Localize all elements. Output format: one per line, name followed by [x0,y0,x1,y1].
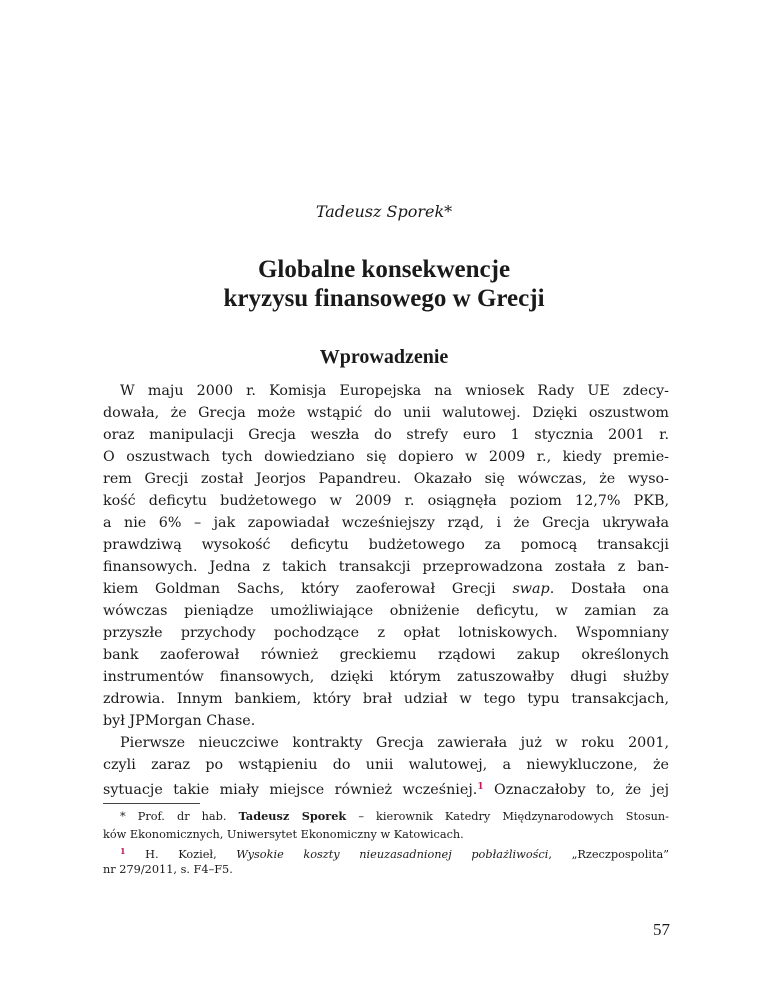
section-heading: Wprowadzenie [319,346,449,368]
footnote-ref-1[interactable]: 1 [477,782,484,792]
footnote-text: – kierownik Katedry Międzynarodowych Stosun- [346,810,669,823]
body-line-segment: sytuacje takie miały miejsce również wcześniej. [103,782,478,798]
swap-term: swap [512,581,550,597]
footnote-source-title: Wysokie koszty nieuzasadnionej pobłażliwości [236,848,549,861]
body-line-segment: Oznaczałoby to, że jej [483,782,670,798]
body-line: czyli zaraz po wstąpieniu do unii walutowej, a niewykluczone, że [103,757,669,773]
body-line: Pierwsze nieuczciwe kontrakty Grecja zawierała już w roku 2001, [120,735,669,751]
footnote-author-line-1 [103,808,669,826]
footnotes [103,808,669,878]
body-line: O oszustwach tych dowiedziano się dopiero w 2009 r., kiedy premie- [103,449,669,465]
title-line-2: kryzysu finansowego w Grecji [223,285,545,312]
footnote-text: H. Kozieł, [125,848,237,861]
footnote-author-name: Tadeusz Sporek [238,809,347,823]
footnote-1-line-1 [103,843,669,861]
body-line: zdrowia. Innym bankiem, który brał udział w tego typu transakcjach, [103,691,669,707]
body-line: finansowych. Jedna z takich transakcji przeprowadzona została z ban- [103,559,669,575]
body-line: bank zaoferował również greckiemu rządowi zakup określonych [103,647,669,663]
body-line: W maju 2000 r. Komisja Europejska na wniosek Rady UE zdecy- [120,383,669,399]
footnote-divider [103,803,200,804]
footnote-1-line-2: nr 279/2011, s. F4–F5. [103,862,233,876]
footnote-text: * Prof. dr hab. [120,810,239,823]
body-line-segment: . Dostała ona [549,581,670,597]
body-line: a nie 6% – jak zapowiadał wcześniejszy rząd, i że Grecja ukrywała [103,515,669,531]
body-line: oraz manipulacji Grecja weszła do strefy euro 1 stycznia 2001 r. [103,427,669,443]
body-line: był JPMorgan Chase. [103,713,256,729]
body-line-swap [103,578,669,600]
author-name: Tadeusz Sporek* [315,202,453,221]
page-number: 57 [653,920,670,939]
footnote-text: , „Rzeczpospolita” [548,848,669,861]
footnote-number: 1 [120,846,126,856]
body-line: kość deficytu budżetowego w 2009 r. osiągnęła poziom 12,7% PKB, [103,493,669,509]
body-line: wówczas pieniądze umożliwiające obniżenie deficytu, w zamian za [103,603,669,619]
body-line: prawdziwą wysokość deficytu budżetowego za pomocą transakcji [103,537,669,553]
body-line: dowała, że Grecja może wstąpić do unii walutowej. Dzięki oszustwom [103,405,669,421]
body-line-footnote-ref [103,776,669,798]
footnote-author-line-2: ków Ekonomicznych, Uniwersytet Ekonomiczny w Katowicach. [103,827,464,841]
body-line: instrumentów finansowych, dzięki którym zatuszowałby długi służby [103,669,669,685]
body-text [103,380,669,798]
body-line: przyszłe przychody pochodzące z opłat lotniskowych. Wspomniany [103,625,669,641]
body-line-segment: kiem Goldman Sachs, który zaoferował Grecji [103,581,496,597]
article-title [0,255,768,313]
title-line-1: Globalne konsekwencje [257,256,511,283]
body-line: rem Grecji został Jeorjos Papandreu. Okazało się wówczas, że wyso- [103,471,669,487]
